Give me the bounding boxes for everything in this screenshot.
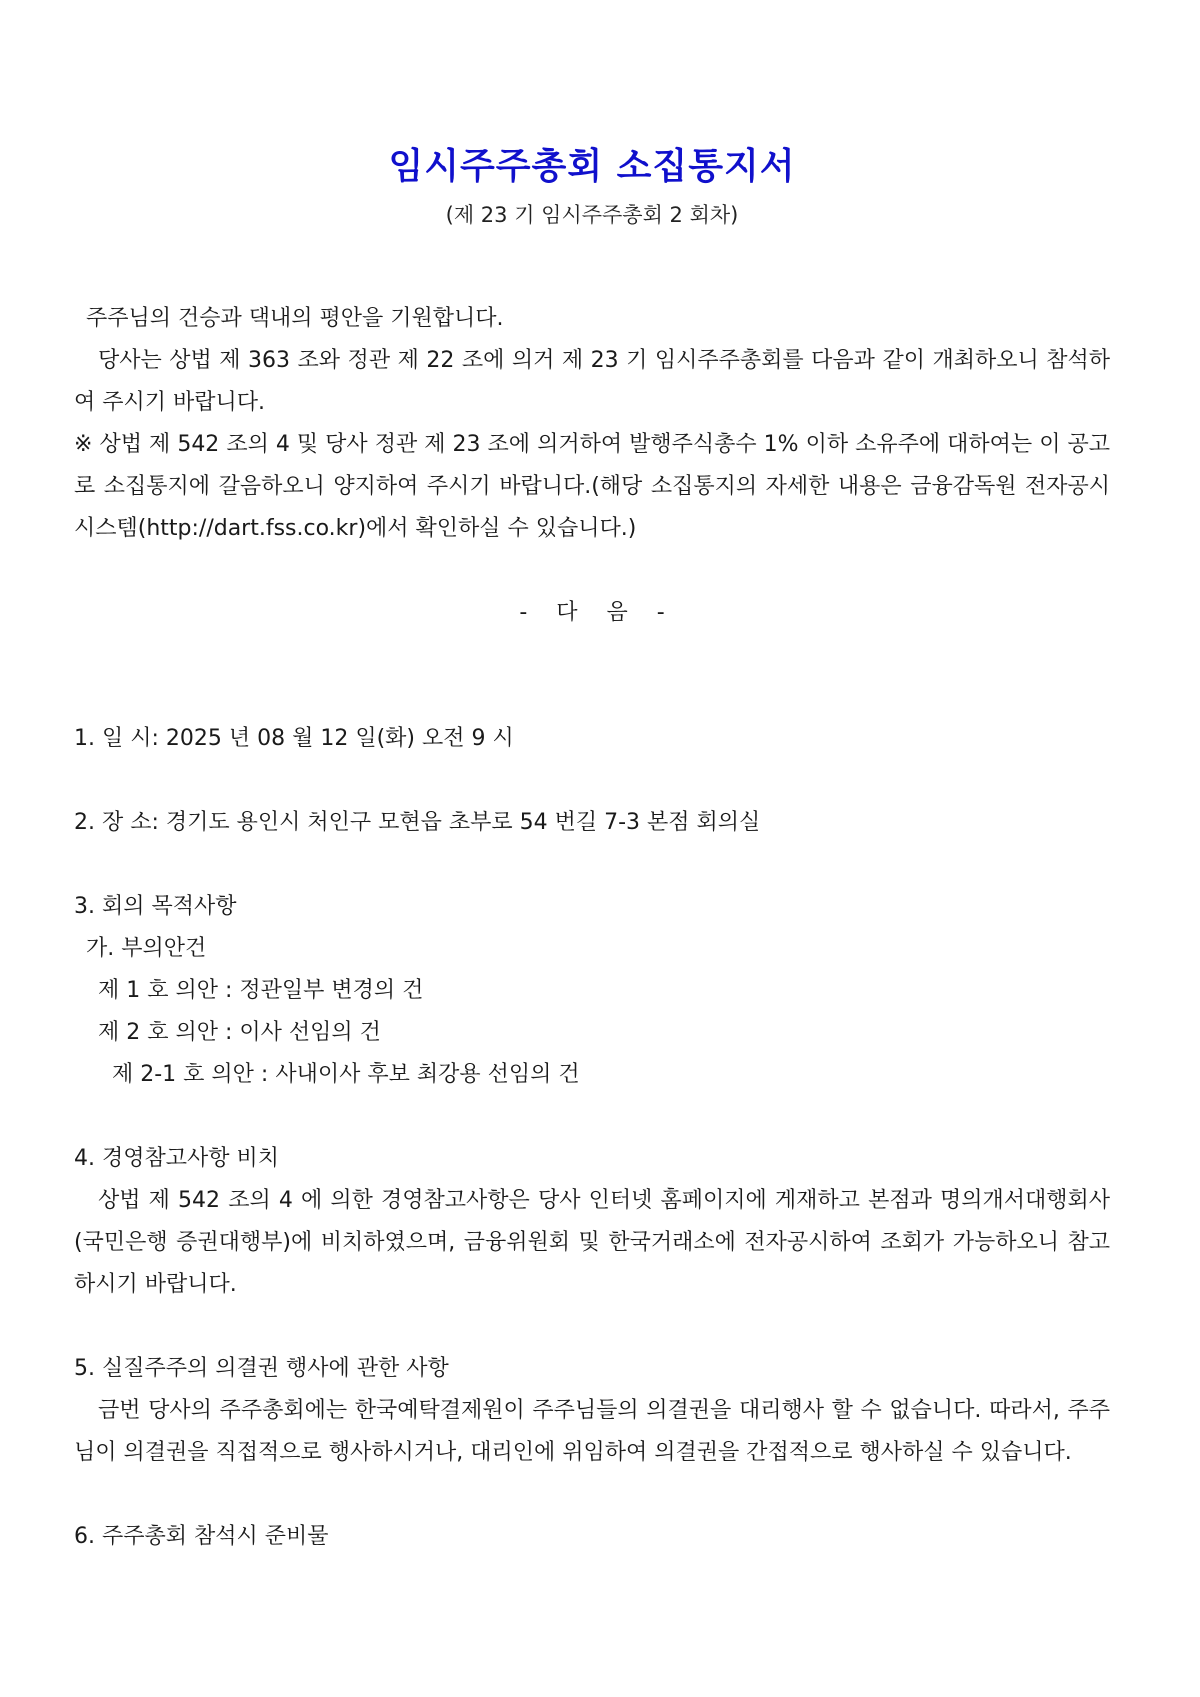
preparation-heading: 6. 주주총회 참석시 준비물 xyxy=(74,1524,329,1549)
notice-subtitle: (제 23 기 임시주주총회 2 회차) xyxy=(445,203,739,227)
agenda-item-2-1: 제 2-1 호 의안 : 사내이사 후보 최강용 선임의 건 xyxy=(112,1062,580,1087)
agenda-item-2: 제 2 호 의안 : 이사 선임의 건 xyxy=(98,1020,381,1045)
voting-heading: 5. 실질주주의 의결권 행사에 관한 사항 xyxy=(74,1356,449,1381)
location-text: 2. 장 소: 경기도 용인시 처인구 모현읍 초부로 54 번길 7-3 본점 회의실 xyxy=(74,810,761,835)
section-agenda xyxy=(74,886,1110,1096)
reference-heading: 4. 경영참고사항 비치 xyxy=(74,1146,279,1171)
section-reference xyxy=(74,1138,1110,1306)
section-location xyxy=(74,802,1110,844)
section-voting xyxy=(74,1348,1110,1474)
agenda-heading: 3. 회의 목적사항 xyxy=(74,894,237,919)
datetime-text: 1. 일 시: 2025 년 08 월 12 일(화) 오전 9 시 xyxy=(74,726,514,751)
intro-block xyxy=(74,298,1110,550)
reference-body: 상법 제 542 조의 4 에 의한 경영참고사항은 당사 인터넷 홈페이지에 게재하고 본점과 명의개서대행회사(국민은행 증권대행부)에 비치하였으며, 금융위원회 및 한국거래소에 전자공시하여 조회가 가능하오니 참고하시기 바랍니다. xyxy=(74,1188,1110,1297)
intro-note: ※ 상법 제 542 조의 4 및 당사 정관 제 23 조에 의거하여 발행주식총수 1% 이하 소유주에 대하여는 이 공고로 소집통지에 갈음하오니 양지하여 주시기 바랍니다.(해당 소집통지의 자세한 내용은 금융감독원 전자공시시스템(http://dart.fss.co.kr)에서 확인하실 수 있습니다.) xyxy=(74,432,1110,541)
agenda-item-1: 제 1 호 의안 : 정관일부 변경의 건 xyxy=(98,978,424,1003)
agenda-sub-heading: 가. 부의안건 xyxy=(86,936,207,961)
voting-body: 금번 당사의 주주총회에는 한국예탁결제원이 주주님들의 의결권을 대리행사 할 수 없습니다. 따라서, 주주님이 의결권을 직접적으로 행사하시거나, 대리인에 위임하여 의결권을 간접적으로 행사하실 수 있습니다. xyxy=(74,1398,1110,1465)
notice-title: 임시주주총회 소집통지서 xyxy=(388,146,796,187)
next-divider: - 다 음 - xyxy=(519,600,665,625)
section-preparation xyxy=(74,1516,1110,1558)
intro-paragraph: 당사는 상법 제 363 조와 정관 제 22 조에 의거 제 23 기 임시주주총회를 다음과 같이 개최하오니 참석하여 주시기 바랍니다. xyxy=(74,348,1110,415)
greeting-text: 주주님의 건승과 댁내의 평안을 기원합니다. xyxy=(86,306,504,331)
section-datetime xyxy=(74,718,1110,760)
